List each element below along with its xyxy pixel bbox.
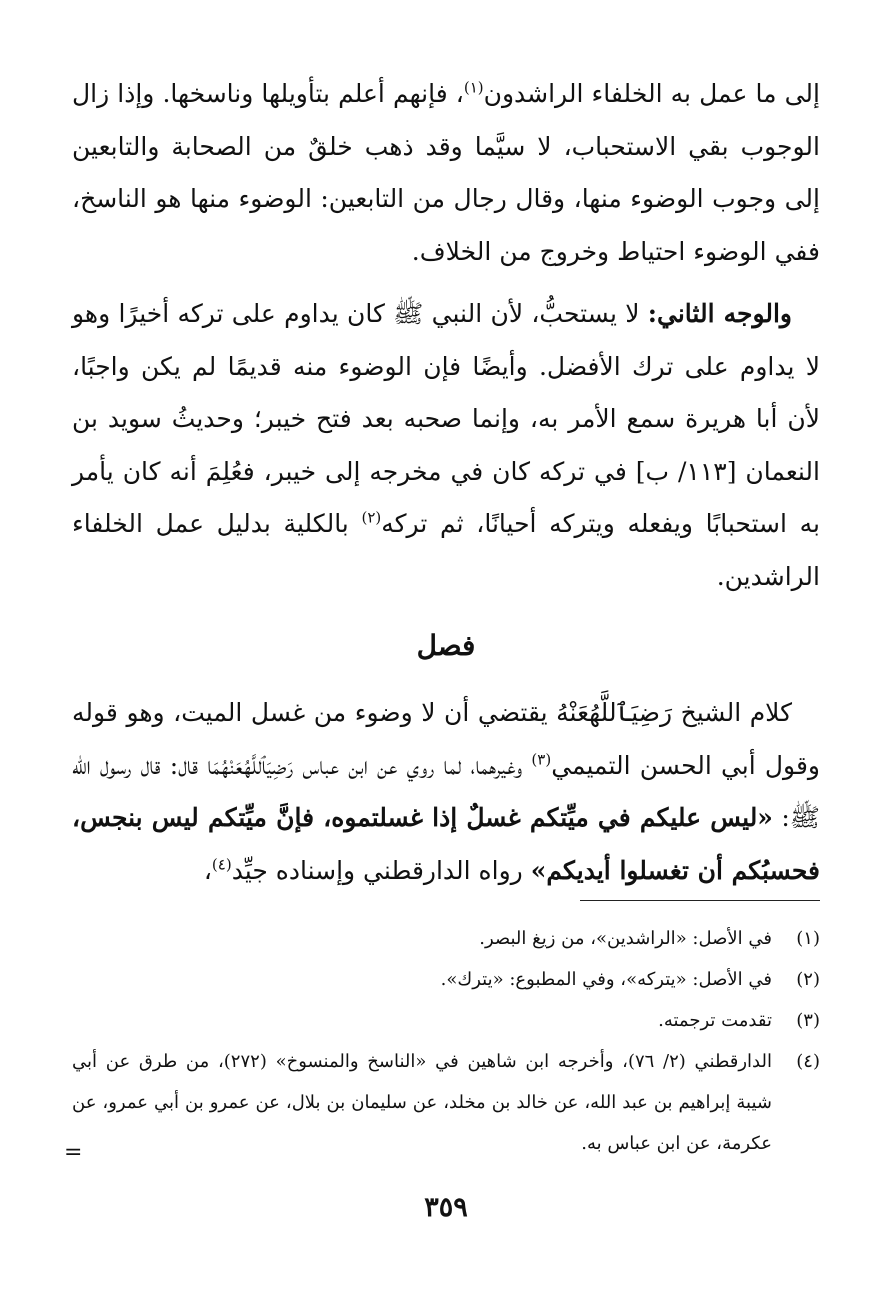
footnote-ref-3: (٣): [531, 750, 552, 769]
paragraph-2-text-b: بالكلية بدليل عمل الخلفاء الراشدين.: [72, 509, 820, 591]
paragraph-2-lead: والوجه الثاني:: [647, 299, 792, 328]
footnote-number: (٤): [796, 1051, 820, 1072]
footnotes: [72, 918, 820, 1164]
footnote-number: (٢): [796, 969, 820, 990]
paragraph-1: [72, 68, 820, 278]
footnote-ref-2: (٢): [361, 508, 382, 527]
footnote-number: (٣): [796, 1010, 820, 1031]
main-text: [72, 68, 820, 907]
footnote-number: (١): [796, 928, 820, 949]
paragraph-2-text-a: لا يستحبُّ، لأن النبي ﷺ كان يداوم على تركه أخيرًا وهو لا يداوم على ترك الأفضل. وأيضًا فإن الوضوء منه قديمًا لم يكن واجبًا، لأن أبا هريرة سمع الأمر به، وإنما صحبه بعد فتح خيبر؛ وحديثُ سويد بن النعمان [١١٣/ ب] في تركه كان في مخرجه إلى خيبر، فعُلِمَ أنه كان يأمر به استحبابًا ويفعله ويتركه أحيانًا، ثم تركه: [72, 299, 820, 538]
footnote-1: [72, 918, 820, 959]
footnote-separator: [580, 900, 820, 901]
continuation-mark: =: [64, 1140, 83, 1165]
paragraph-3: [72, 687, 820, 897]
paragraph-3-text-b: وغيرهما، لما روي عن ابن عباس رَضِيَٱللَّهُعَنْهُمَا قال: قال رسول الله ﷺ:: [72, 750, 820, 832]
footnote-ref-4: (٤): [211, 855, 232, 874]
section-title: فصل: [416, 629, 476, 662]
paragraph-3-text-c: رواه الدارقطني وإسناده جيِّد: [231, 855, 531, 885]
footnote-ref-1: (١): [463, 78, 484, 97]
paragraph-1-text-a: إلى ما عمل به الخلفاء الراشدون: [483, 79, 820, 108]
hadith-quote: «ليس عليكم في ميِّتكم غسلٌ إذا غسلتموه، فإنَّ ميِّتكم ليس بنجس، فحسبُكم أن تغسلوا أيديكم»: [72, 803, 820, 885]
footnote-text: في الأصل: «الراشدين»، من زيغ البصر.: [479, 928, 772, 949]
footnote-text: في الأصل: «يتركه»، وفي المطبوع: «يترك».: [440, 969, 772, 990]
paragraph-3-text-d: ،: [203, 855, 212, 885]
page-number: ٣٥٩: [424, 1192, 468, 1223]
footnote-4: [72, 1041, 820, 1164]
footnote-text: تقدمت ترجمته.: [658, 1010, 772, 1031]
paragraph-3-text-a: كلام الشيخ رَضِيَٱللَّهُعَنْهُ يقتضي أن لا وضوء من غسل الميت، وهو قوله وقول أبي الحسن التميمي: [72, 698, 820, 780]
paragraph-1-text-b: ، فإنهم أعلم بتأويلها وناسخها. وإذا زال الوجوب بقي الاستحباب، لا سيَّما وقد ذهب خلقٌ من الصحابة والتابعين إلى وجوب الوضوء منها، وقال رجال من التابعين: الوضوء منها هو الناسخ، ففي الوضوء احتياط وخروج من الخلاف.: [72, 79, 820, 266]
footnote-2: [72, 959, 820, 1000]
paragraph-2: [72, 288, 820, 603]
footnote-text: الدارقطني (٢/ ٧٦)، وأخرجه ابن شاهين في «الناسخ والمنسوخ» (٢٧٢)، من طرق عن أبي شيبة إبراهيم بن عبد الله، عن خالد بن مخلد، عن سليمان بن بلال، عن عمرو بن أبي عمرو، عن عكرمة، عن ابن عباس به.: [72, 1051, 772, 1154]
footnote-3: [72, 1000, 820, 1041]
